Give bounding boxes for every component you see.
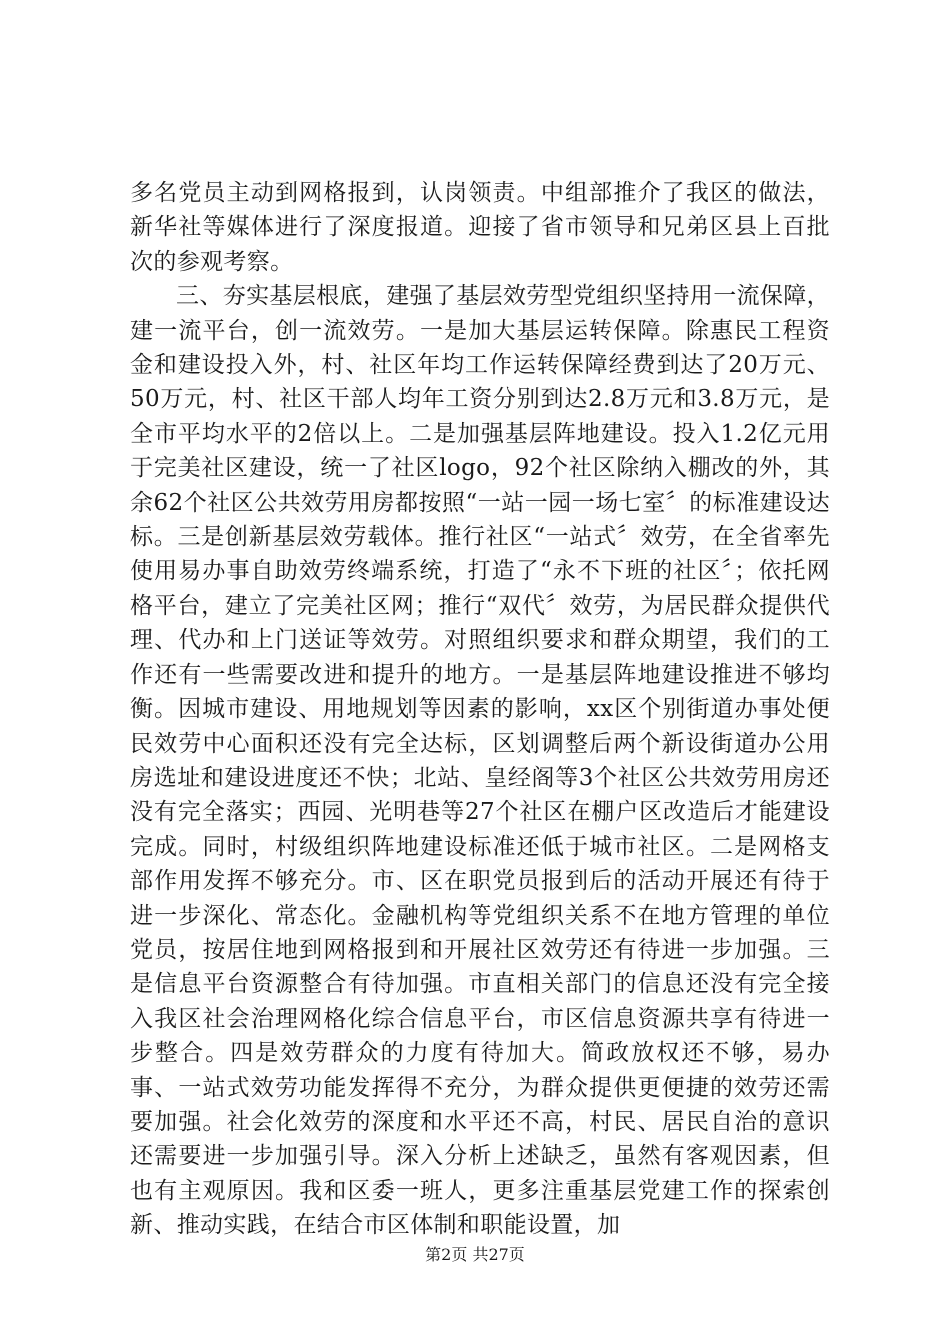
page-footer [0,1242,950,1265]
paragraph-continuation: 多名党员主动到网格报到，认岗领责。中组部推介了我区的做法，新华社等媒体进行了深度报道。迎接了省市领导和兄弟区县上百批次的参观考察。 [130,180,830,275]
document-body [130,176,830,1243]
page-number-label: 第2页 共27页 [425,1245,525,1264]
paragraph-section-three: 三、夯实基层根底，建强了基层效劳型党组织坚持用一流保障，建一流平台，创一流效劳。一是加大基层运转保障。除惠民工程资金和建设投入外，村、社区年均工作运转保障经费到达了20万元、50万元，村、社区干部人均年工资分别到达2.8万元和3.8万元，是全市平均水平的2倍以上。二是加强基层阵地建设。投入1.2亿元用于完美社区建设，统一了社区logo，92个社区除纳入棚改的外，其余62个社区公共效劳用房都按照“一站一园一场七室〞的标准建设达标。三是创新基层效劳载体。推行社区“一站式〞效劳，在全省率先使用易办事自助效劳终端系统，打造了“永不下班的社区〞；依托网格平台，建立了完美社区网；推行“双代〞效劳，为居民群众提供代理、代办和上门送证等效劳。对照组织要求和群众期望，我们的工作还有一些需要改进和提升的地方。一是基层阵地建设推进不够均衡。因城市建设、用地规划等因素的影响，xx区个别街道办事处便民效劳中心面积还没有完全达标，区划调整后两个新设街道办公用房选址和建设进度还不快；北站、皇经阁等3个社区公共效劳用房还没有完全落实；西园、光明巷等27个社区在棚户区改造后才能建设完成。同时，村级组织阵地建设标准还低于城市社区。二是网格支部作用发挥不够充分。市、区在职党员报到后的活动开展还有待于进一步深化、常态化。金融机构等党组织关系不在地方管理的单位党员，按居住地到网格报到和开展社区效劳还有待进一步加强。三是信息平台资源整合有待加强。市直相关部门的信息还没有完全接入我区社会治理网格化综合信息平台，市区信息资源共享有待进一步整合。四是效劳群众的力度有待加大。简政放权还不够，易办事、一站式效劳功能发挥得不充分，为群众提供更便捷的效劳还需要加强。社会化效劳的深度和水平还不高，村民、居民自治的意识还需要进一步加强引导。深入分析上述缺乏，虽然有客观因素，但也有主观原因。我和区委一班人，更多注重基层党建工作的探索创新、推动实践，在结合市区体制和职能设置，加 [130,283,830,1239]
